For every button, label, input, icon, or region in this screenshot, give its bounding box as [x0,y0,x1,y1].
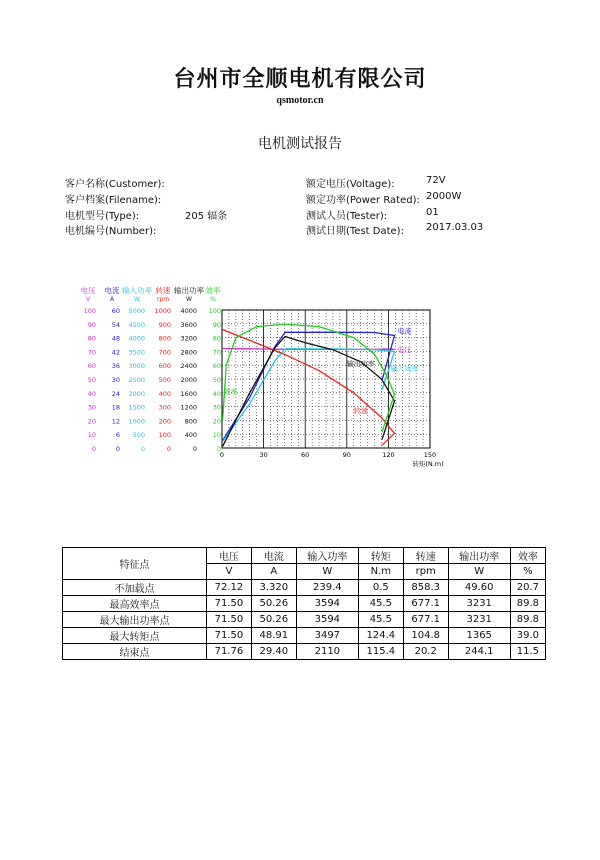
axis-tick-label: 0 [91,445,96,453]
table-header-input-power: 输入功率 [296,548,358,564]
axis-tick-label: 100 [158,431,171,440]
axis-tick-label: 3000 [128,362,145,371]
axis-tick-label: 0 [115,445,120,453]
axis-tick-label: 10 [212,431,221,440]
info-number-label: 电机编号(Number): [65,226,157,237]
axis-tick-label: 100 [208,307,221,315]
axis-name: 输入功率 [122,286,152,295]
axis-unit: A [109,296,115,303]
cell: 3497 [296,628,358,644]
table-unit-input-power: W [296,564,358,580]
axis-tick-label: 400 [184,431,197,440]
axis-tick-label: 1600 [180,389,197,398]
table-unit-speed: rpm [403,564,448,580]
table-unit-current: A [251,564,296,580]
cell: 71.76 [207,644,252,660]
info-type-label: 电机型号(Type): [65,211,140,222]
table-unit-torque: N.m [358,564,403,580]
cell: 0.5 [358,580,403,596]
series-line-output [223,337,395,447]
cell: 29.40 [251,644,296,660]
axis-tick-label: 2000 [128,389,145,398]
axis-tick-label: 1000 [154,307,171,315]
axis-tick-label: 20 [212,417,221,426]
cell: 1365 [448,628,510,644]
cell: 71.50 [207,596,252,612]
axis-tick-label: 30 [87,403,96,412]
cell: 71.50 [207,612,252,628]
cell: 3.320 [251,580,296,596]
table-unit-efficiency: % [510,564,545,580]
axis-tick-label: 60 [212,362,221,371]
info-customer-label: 客户名称(Customer): [65,179,165,190]
cell: 858.3 [403,580,448,596]
series-line-speed [223,330,395,446]
axis-tick-label: 400 [158,389,171,398]
axis-tick-label: 2500 [128,376,145,384]
axis-tick-label: 2000 [180,376,197,384]
axis-tick-label: 100 [83,307,96,315]
axis-name: 输出功率 [174,286,204,295]
cell: 3231 [448,612,510,628]
axis-tick-label: 800 [158,334,171,343]
row-label: 最高效率点 [63,596,207,612]
axis-unit: W [134,296,140,303]
cell: 50.26 [251,596,296,612]
axis-tick-label: 60 [111,307,120,315]
cell: 11.5 [510,644,545,660]
axis-tick-label: 10 [87,431,96,440]
cell: 20.2 [403,644,448,660]
row-label: 不加载点 [63,580,207,596]
axis-tick-label: 600 [158,362,171,371]
x-tick-label: 30 [259,451,268,459]
axis-tick-label: 4000 [180,307,197,315]
axis-tick-label: 54 [111,320,120,329]
curve-label-efficiency: 效率 [223,387,238,396]
axis-unit: % [210,296,216,303]
axis-tick-label: 48 [111,334,120,343]
info-date-label: 测试日期(Test Date): [306,226,404,237]
axis-tick-label: 4500 [128,320,145,329]
info-voltage-label: 额定电压(Voltage): [306,179,395,190]
axis-name: 转速 [155,286,171,295]
axis-tick-label: 3600 [180,320,197,329]
cell: 677.1 [403,612,448,628]
axis-name: 效率 [205,286,221,295]
axis-tick-label: 30 [111,376,120,384]
cell: 3594 [296,596,358,612]
cell: 677.1 [403,596,448,612]
axis-tick-label: 6 [115,431,120,440]
performance-chart [0,280,600,480]
axis-unit: rpm [156,296,170,303]
x-tick-label: 90 [342,451,351,459]
axis-unit: V [85,296,91,303]
axis-name: 电压 [80,286,96,295]
axis-tick-label: 40 [212,389,221,398]
cell: 20.7 [510,580,545,596]
axis-tick-label: 50 [212,376,221,384]
cell: 115.4 [358,644,403,660]
cell: 45.5 [358,612,403,628]
table-unit-voltage: V [207,564,252,580]
table-header-efficiency: 效率 [510,548,545,564]
characteristic-table [62,547,546,660]
axis-tick-label: 3500 [128,348,145,357]
table-header-row [63,548,546,564]
table-header-speed: 转速 [403,548,448,564]
x-tick-label: 150 [423,451,437,459]
table-header-title: 特征点 [63,548,207,580]
cell: 48.91 [251,628,296,644]
axis-name: 电流 [104,286,120,295]
info-date-value: 2017.03.03 [426,222,484,233]
cell: 104.8 [403,628,448,644]
cell: 49.60 [448,580,510,596]
table-header-voltage: 电压 [207,548,252,564]
axis-tick-label: 800 [184,417,197,426]
company-website: qsmotor.cn [276,95,324,106]
axis-tick-label: 90 [212,320,221,329]
axis-tick-label: 80 [87,334,96,343]
axis-tick-label: 200 [158,417,171,426]
axis-tick-label: 0 [166,445,171,453]
axis-tick-label: 36 [111,362,120,371]
info-voltage-value: 72V [426,175,446,186]
axis-tick-label: 40 [87,389,96,398]
axis-tick-label: 4000 [128,334,145,343]
x-axis-label: 转矩(N.m) [412,460,444,468]
cell: 71.50 [207,628,252,644]
axis-tick-label: 2400 [180,362,197,371]
axis-tick-label: 70 [212,348,221,357]
cell: 3231 [448,596,510,612]
axis-tick-label: 1000 [128,417,145,426]
axis-tick-label: 18 [111,403,120,412]
axis-tick-label: 700 [158,348,171,357]
axis-tick-label: 500 [132,431,145,440]
x-tick-label: 120 [382,451,395,459]
info-power-value: 2000W [426,191,462,202]
cell: 124.4 [358,628,403,644]
table-row [63,628,546,644]
table-unit-output-power: W [448,564,510,580]
cell: 72.12 [207,580,252,596]
axis-unit: W [186,296,192,303]
table-header-torque: 转矩 [358,548,403,564]
axis-tick-label: 1500 [128,403,145,412]
axis-tick-label: 0 [216,445,221,453]
axis-tick-label: 80 [212,334,221,343]
cell: 89.8 [510,612,545,628]
curve-label-current: 电流 [397,327,412,336]
axis-tick-label: 30 [212,403,221,412]
axis-tick-label: 500 [158,376,171,384]
cell: 45.5 [358,596,403,612]
info-tester-value: 01 [426,207,439,218]
axis-tick-label: 70 [87,348,96,357]
company-name: 台州市全顺电机有限公司 [173,67,427,92]
report-title: 电机测试报告 [258,136,342,152]
cell: 239.4 [296,580,358,596]
curve-label-input: 输入功率 [390,365,419,374]
info-tester-label: 测试人员(Tester): [306,211,388,222]
axis-tick-label: 90 [87,320,96,329]
table-row [63,596,546,612]
info-type-value: 205 辐条 [185,211,228,222]
table-row [63,580,546,596]
table-row [63,612,546,628]
axis-tick-label: 3200 [180,334,197,343]
row-label: 结束点 [63,644,207,660]
axis-tick-label: 24 [111,389,120,398]
cell: 89.8 [510,596,545,612]
axis-tick-label: 0 [140,445,145,453]
axis-tick-label: 900 [158,320,171,329]
axis-tick-label: 42 [111,348,120,357]
cell: 39.0 [510,628,545,644]
axis-tick-label: 12 [111,417,120,426]
curve-label-output: 输出功率 [346,359,375,368]
axis-tick-label: 60 [87,362,96,371]
axis-tick-label: 20 [87,417,96,426]
axis-tick-label: 0 [192,445,197,453]
x-tick-label: 0 [219,451,225,459]
cell: 50.26 [251,612,296,628]
cell: 2110 [296,644,358,660]
row-label: 最大转矩点 [63,628,207,644]
axis-tick-label: 50 [87,376,96,384]
x-tick-label: 60 [301,451,310,459]
info-power-label: 额定功率(Power Rated): [306,195,420,206]
cell: 244.1 [448,644,510,660]
axis-tick-label: 1200 [180,403,197,412]
axis-tick-label: 300 [158,403,171,412]
table-header-output-power: 输出功率 [448,548,510,564]
row-label: 最大输出功率点 [63,612,207,628]
axis-tick-label: 2800 [180,348,197,357]
cell: 3594 [296,612,358,628]
curve-label-speed: 转速 [353,406,368,415]
info-filename-label: 客户档案(Filename): [65,195,162,206]
table-header-current: 电流 [251,548,296,564]
axis-tick-label: 5000 [128,307,145,315]
table-row [63,644,546,660]
curve-label-voltage: 电压 [397,346,412,355]
